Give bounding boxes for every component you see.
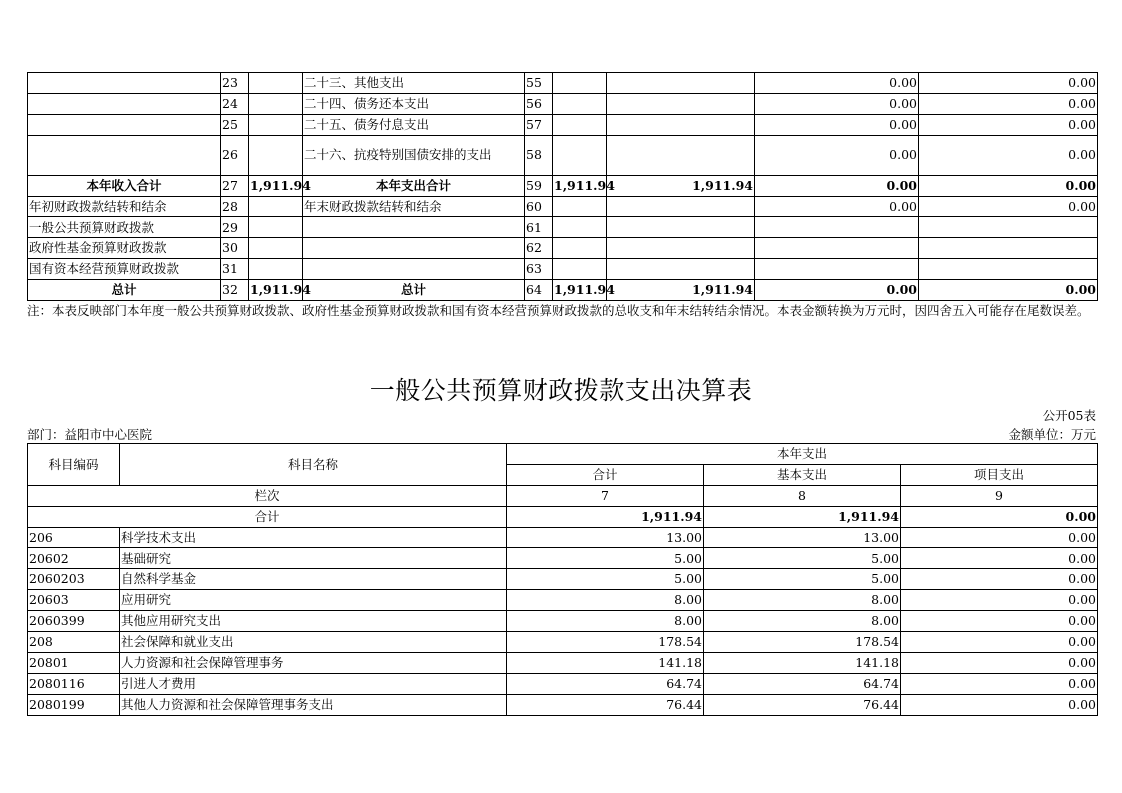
expenditure-table — [27, 443, 1098, 716]
amount-project: 0.00 — [901, 548, 1098, 569]
income-row-number: 24 — [221, 93, 249, 114]
subject-name: 社会保障和就业支出 — [120, 632, 507, 653]
amount-total: 13.00 — [507, 527, 704, 548]
amount-project: 0.00 — [901, 590, 1098, 611]
column-index-project: 9 — [901, 485, 1098, 506]
income-row-number: 28 — [221, 196, 249, 217]
subject-code: 2060399 — [28, 611, 120, 632]
amount-basic: 5.00 — [704, 569, 901, 590]
subject-code: 206 — [28, 527, 120, 548]
expense-total: 1,911.94 — [553, 175, 607, 196]
expense-government-fund: 0.00 — [755, 114, 919, 135]
income-item-name — [28, 135, 221, 175]
header-row — [28, 444, 1098, 465]
expense-general-budget — [607, 73, 755, 94]
expense-government-fund: 0.00 — [755, 73, 919, 94]
amount-total: 76.44 — [507, 694, 704, 715]
amount-total: 5.00 — [507, 569, 704, 590]
subject-code: 2080199 — [28, 694, 120, 715]
table-row — [28, 694, 1098, 715]
subject-name: 其他人力资源和社会保障管理事务支出 — [120, 694, 507, 715]
income-amount — [249, 238, 303, 259]
income-amount — [249, 259, 303, 280]
income-amount — [249, 135, 303, 175]
amount-total: 5.00 — [507, 548, 704, 569]
amount-total: 141.18 — [507, 652, 704, 673]
column-index-row — [28, 485, 1098, 506]
sum-total: 1,911.94 — [507, 506, 704, 527]
income-amount: 1,911.94 — [249, 175, 303, 196]
expense-total — [553, 93, 607, 114]
table-row — [28, 590, 1098, 611]
amount-basic: 141.18 — [704, 652, 901, 673]
amount-project: 0.00 — [901, 673, 1098, 694]
expense-government-fund: 0.00 — [755, 93, 919, 114]
subject-name: 自然科学基金 — [120, 569, 507, 590]
expense-item-name — [303, 238, 525, 259]
amount-basic: 13.00 — [704, 527, 901, 548]
amount-project: 0.00 — [901, 569, 1098, 590]
income-row-number: 23 — [221, 73, 249, 94]
amount-project: 0.00 — [901, 527, 1098, 548]
amount-basic: 8.00 — [704, 590, 901, 611]
amount-basic: 5.00 — [704, 548, 901, 569]
table-row — [28, 135, 1098, 175]
expense-state-capital — [919, 217, 1098, 238]
expense-row-number: 57 — [525, 114, 553, 135]
expense-state-capital: 0.00 — [919, 114, 1098, 135]
header-basic: 基本支出 — [704, 464, 901, 485]
income-item-name — [28, 93, 221, 114]
amount-basic: 64.74 — [704, 673, 901, 694]
income-row-number: 25 — [221, 114, 249, 135]
table-row — [28, 527, 1098, 548]
amount-basic: 178.54 — [704, 632, 901, 653]
income-row-number: 32 — [221, 280, 249, 301]
income-amount — [249, 217, 303, 238]
income-amount — [249, 73, 303, 94]
expense-total: 1,911.94 — [553, 280, 607, 301]
expense-government-fund: 0.00 — [755, 135, 919, 175]
amount-total: 64.74 — [507, 673, 704, 694]
income-item-name: 本年收入合计 — [28, 175, 221, 196]
subject-name: 基础研究 — [120, 548, 507, 569]
income-row-number: 30 — [221, 238, 249, 259]
department-label: 部门：益阳市中心医院 — [27, 427, 153, 442]
income-amount — [249, 114, 303, 135]
income-item-name: 总计 — [28, 280, 221, 301]
table-row — [28, 548, 1098, 569]
expense-row-number: 61 — [525, 217, 553, 238]
subject-code: 20603 — [28, 590, 120, 611]
table-row — [28, 611, 1098, 632]
subject-name: 应用研究 — [120, 590, 507, 611]
expense-total — [553, 238, 607, 259]
amount-basic: 76.44 — [704, 694, 901, 715]
amount-project: 0.00 — [901, 632, 1098, 653]
amount-project: 0.00 — [901, 652, 1098, 673]
header-project: 项目支出 — [901, 464, 1098, 485]
subject-name: 其他应用研究支出 — [120, 611, 507, 632]
expense-government-fund: 0.00 — [755, 280, 919, 301]
expense-item-name: 本年支出合计 — [303, 175, 525, 196]
sum-label: 合计 — [28, 506, 507, 527]
expense-row-number: 60 — [525, 196, 553, 217]
expense-general-budget — [607, 135, 755, 175]
subject-code: 20801 — [28, 652, 120, 673]
amount-total: 8.00 — [507, 590, 704, 611]
expense-item-name: 总计 — [303, 280, 525, 301]
table-note: 注：本表反映部门本年度一般公共预算财政拨款、政府性基金预算财政拨款和国有资本经营预算财政拨款的总收支和年末结转结余情况。本表金额转换为万元时，因四舍五入可能存在尾数误差。 — [27, 303, 1090, 318]
expense-state-capital: 0.00 — [919, 280, 1098, 301]
table-row — [28, 259, 1098, 280]
subject-name: 引进人才费用 — [120, 673, 507, 694]
expense-item-name: 二十四、债务还本支出 — [303, 93, 525, 114]
expense-item-name: 二十三、其他支出 — [303, 73, 525, 94]
income-expenditure-table — [27, 72, 1098, 301]
table-row — [28, 93, 1098, 114]
subject-code: 2060203 — [28, 569, 120, 590]
expense-general-budget — [607, 93, 755, 114]
income-row-number: 31 — [221, 259, 249, 280]
table-row — [28, 652, 1098, 673]
income-item-name: 国有资本经营预算财政拨款 — [28, 259, 221, 280]
expense-general-budget: 1,911.94 — [607, 280, 755, 301]
expense-government-fund: 0.00 — [755, 196, 919, 217]
income-item-name: 年初财政拨款结转和结余 — [28, 196, 221, 217]
income-item-name — [28, 114, 221, 135]
sum-row — [28, 506, 1098, 527]
subject-code: 20602 — [28, 548, 120, 569]
column-index-total: 7 — [507, 485, 704, 506]
expense-total — [553, 135, 607, 175]
header-total: 合计 — [507, 464, 704, 485]
expense-general-budget — [607, 217, 755, 238]
expense-item-name — [303, 259, 525, 280]
expense-government-fund: 0.00 — [755, 175, 919, 196]
income-item-name: 政府性基金预算财政拨款 — [28, 238, 221, 259]
form-number: 公开05表 — [1042, 408, 1096, 423]
expense-state-capital: 0.00 — [919, 196, 1098, 217]
expense-row-number: 64 — [525, 280, 553, 301]
expense-state-capital — [919, 238, 1098, 259]
expense-row-number: 62 — [525, 238, 553, 259]
column-index-basic: 8 — [704, 485, 901, 506]
header-current-year: 本年支出 — [507, 444, 1098, 465]
table-row — [28, 114, 1098, 135]
table-row — [28, 73, 1098, 94]
income-row-number: 27 — [221, 175, 249, 196]
table-row — [28, 217, 1098, 238]
expense-item-name — [303, 217, 525, 238]
table-row — [28, 175, 1098, 196]
expense-row-number: 56 — [525, 93, 553, 114]
column-index-label: 栏次 — [28, 485, 507, 506]
table-row — [28, 238, 1098, 259]
expense-row-number: 59 — [525, 175, 553, 196]
expense-total — [553, 114, 607, 135]
expense-general-budget — [607, 259, 755, 280]
expense-general-budget — [607, 196, 755, 217]
income-row-number: 29 — [221, 217, 249, 238]
table-row — [28, 632, 1098, 653]
expense-state-capital — [919, 259, 1098, 280]
subject-name: 科学技术支出 — [120, 527, 507, 548]
income-item-name — [28, 73, 221, 94]
amount-total: 8.00 — [507, 611, 704, 632]
income-amount — [249, 196, 303, 217]
subject-name: 人力资源和社会保障管理事务 — [120, 652, 507, 673]
expense-general-budget: 1,911.94 — [607, 175, 755, 196]
page-title: 一般公共预算财政拨款支出决算表 — [369, 376, 753, 405]
expense-state-capital: 0.00 — [919, 135, 1098, 175]
expense-row-number: 58 — [525, 135, 553, 175]
amount-unit-label: 金额单位：万元 — [1008, 427, 1096, 442]
income-amount: 1,911.94 — [249, 280, 303, 301]
expense-row-number: 63 — [525, 259, 553, 280]
expense-item-name: 年末财政拨款结转和结余 — [303, 196, 525, 217]
expense-government-fund — [755, 217, 919, 238]
expense-government-fund — [755, 259, 919, 280]
expense-total — [553, 259, 607, 280]
expense-state-capital: 0.00 — [919, 73, 1098, 94]
expense-government-fund — [755, 238, 919, 259]
subject-code: 208 — [28, 632, 120, 653]
table-row — [28, 569, 1098, 590]
expense-state-capital: 0.00 — [919, 175, 1098, 196]
income-row-number: 26 — [221, 135, 249, 175]
subject-code: 2080116 — [28, 673, 120, 694]
header-code: 科目编码 — [28, 444, 120, 486]
expense-general-budget — [607, 114, 755, 135]
income-amount — [249, 93, 303, 114]
expense-state-capital: 0.00 — [919, 93, 1098, 114]
expense-row-number: 55 — [525, 73, 553, 94]
amount-project: 0.00 — [901, 611, 1098, 632]
expense-total — [553, 73, 607, 94]
amount-total: 178.54 — [507, 632, 704, 653]
table-row — [28, 280, 1098, 301]
amount-basic: 8.00 — [704, 611, 901, 632]
expense-total — [553, 217, 607, 238]
expense-item-name: 二十五、债务付息支出 — [303, 114, 525, 135]
income-item-name: 一般公共预算财政拨款 — [28, 217, 221, 238]
expense-item-name: 二十六、抗疫特别国债安排的支出 — [303, 135, 525, 175]
sum-basic: 1,911.94 — [704, 506, 901, 527]
expense-total — [553, 196, 607, 217]
table-row — [28, 196, 1098, 217]
header-name: 科目名称 — [120, 444, 507, 486]
amount-project: 0.00 — [901, 694, 1098, 715]
expense-general-budget — [607, 238, 755, 259]
sum-project: 0.00 — [901, 506, 1098, 527]
table-row — [28, 673, 1098, 694]
